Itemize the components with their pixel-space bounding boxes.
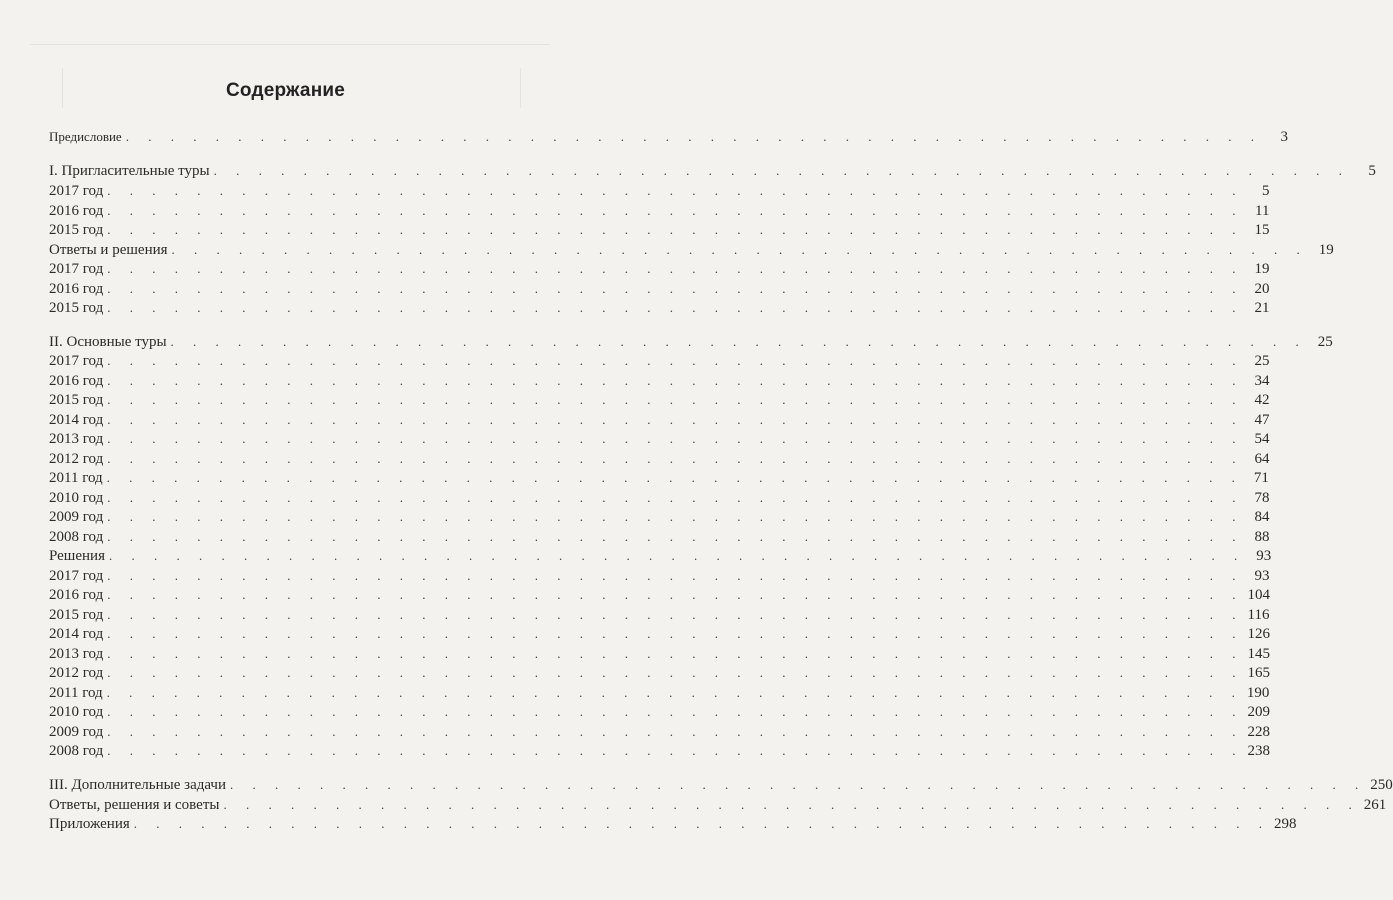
toc-entry[interactable] (49, 258, 1270, 279)
toc-entry[interactable] (49, 506, 1270, 527)
toc-leader-dots: . . . . . . . . . . . . . . . . . . . . . . . . . . . . . . . . . . . . . . . . . . . . . . . . . . . (107, 724, 1244, 739)
toc-entry-page: 47 (1254, 412, 1270, 428)
toc-entry-page: 190 (1246, 685, 1270, 701)
toc-leader-dots: . . . . . . . . . . . . . . . . . . . . . . . . . . . . . . . . . . . . . . . . . . . . . . . . . . . (107, 353, 1244, 368)
toc-leader-dots: . . . . . . . . . . . . . . . . . . . . . . . . . . . . . . . . . . . . . . . . . . . . . . . . . . . (107, 704, 1244, 719)
toc-entry-page: 42 (1254, 392, 1270, 408)
toc-entry[interactable] (49, 297, 1270, 318)
toc-entry-page: 21 (1254, 300, 1270, 316)
toc-entry-label: 2011 год (49, 685, 103, 701)
toc-leader-dots: . . . . . . . . . . . . . . . . . . . . . . . . . . . . . . . . . . . . . . . . . . . . . . . . . . . (107, 509, 1244, 524)
toc-entry[interactable] (49, 740, 1270, 761)
toc-entry-page: 54 (1254, 431, 1270, 447)
toc-entry-label: 2016 год (49, 281, 104, 297)
toc-leader-dots: . . . . . . . . . . . . . . . . . . . . . . . . . . . . . . . . . . . . . . . . . . . . . . . . . . . (107, 587, 1244, 602)
toc-leader-dots: . . . . . . . . . . . . . . . . . . . . . . . . . . . . . . . . . . . . . . . . . . . . . . . . . . . (229, 777, 1367, 792)
toc-entry[interactable] (49, 794, 1387, 815)
toc-entry-page: 34 (1254, 373, 1270, 389)
toc-entry-page: 116 (1247, 607, 1270, 623)
toc-leader-dots: . . . . . . . . . . . . . . . . . . . . . . . . . . . . . . . . . . . . . . . . . . . . . . . . . . . (107, 665, 1244, 680)
toc-entry-label: 2017 год (49, 261, 104, 277)
toc-entry-section-2[interactable] (49, 331, 1333, 352)
toc-entry-page: 3 (1280, 129, 1288, 145)
toc-entry-section-3[interactable] (49, 774, 1393, 795)
toc-entry-label: Приложения (49, 816, 130, 832)
toc-leader-dots: . . . . . . . . . . . . . . . . . . . . . . . . . . . . . . . . . . . . . . . . . . . . . . . . . . . (107, 490, 1244, 505)
toc-entry-label: 2011 год (49, 470, 103, 486)
toc-entry-label: 2017 год (49, 568, 104, 584)
toc-leader-dots: . . . . . . . . . . . . . . . . . . . . . . . . . . . . . . . . . . . . . . . . . . . . . . . . . . . (107, 222, 1244, 237)
toc-entry-page: 15 (1254, 222, 1270, 238)
toc-leader-dots: . . . . . . . . . . . . . . . . . . . . . . . . . . . . . . . . . . . . . . . . . . . . . . . . . . . (108, 548, 1246, 563)
toc-entry-page: 20 (1254, 281, 1270, 297)
toc-entry-label: 2017 год (49, 183, 104, 199)
toc-entry-label: 2009 год (49, 509, 104, 525)
toc-leader-dots: . . . . . . . . . . . . . . . . . . . . . . . . . . . . . . . . . . . . . . . . . . . . . . . . . . . (107, 646, 1244, 661)
toc-entry-page: 165 (1247, 665, 1270, 681)
toc-leader-dots: . . . . . . . . . . . . . . . . . . . . . . . . . . . . . . . . . . . . . . . . . . . . . . . . . . . (107, 281, 1244, 296)
toc-leader-dots: . . . . . . . . . . . . . . . . . . . . . . . . . . . . . . . . . . . . . . . . . . . . . . . . . . . (107, 412, 1244, 427)
toc-leader-dots: . . . . . . . . . . . . . . . . . . . . . . . . . . . . . . . . . . . . . . . . . . . . . . . . . . . (106, 470, 1243, 485)
toc-entry-label: 2015 год (49, 392, 104, 408)
toc-entry-page: 19 (1254, 261, 1270, 277)
toc-entry[interactable] (49, 545, 1272, 566)
toc-entry-page: 209 (1247, 704, 1270, 720)
toc-leader-dots: . . . . . . . . . . . . . . . . . . . . . . . . . . . . . . . . . . . . . . . . . . . . . . . . . . . (125, 129, 1262, 144)
toc-entry[interactable] (49, 487, 1270, 508)
toc-leader-dots: . . . . . . . . . . . . . . . . . . . . . . . . . . . . . . . . . . . . . . . . . . . . . . . . . . . (223, 797, 1360, 812)
toc-entry-page: 238 (1247, 743, 1270, 759)
toc-entry[interactable] (49, 565, 1270, 586)
toc-entry-label: I. Пригласительные туры (49, 163, 210, 179)
toc-entry-label: 2014 год (49, 626, 104, 642)
toc-entry-page: 88 (1254, 529, 1270, 545)
toc-leader-dots: . . . . . . . . . . . . . . . . . . . . . . . . . . . . . . . . . . . . . . . . . . . . . . . . . . . (213, 163, 1350, 178)
toc-entry[interactable] (49, 180, 1270, 201)
toc-entry-page: 64 (1254, 451, 1270, 467)
toc-leader-dots: . . . . . . . . . . . . . . . . . . . . . . . . . . . . . . . . . . . . . . . . . . . . . . . . . . . (133, 816, 1270, 831)
toc-entry-page: 250 (1370, 777, 1393, 793)
toc-leader-dots: . . . . . . . . . . . . . . . . . . . . . . . . . . . . . . . . . . . . . . . . . . . . . . . . . . . (170, 334, 1307, 349)
toc-entry-label: Решения (49, 548, 105, 564)
toc-entry-label: 2016 год (49, 373, 104, 389)
toc-entry[interactable] (49, 721, 1270, 742)
toc-entry[interactable] (49, 467, 1269, 488)
toc-entry-label: II. Основные туры (49, 334, 167, 350)
toc-leader-dots: . . . . . . . . . . . . . . . . . . . . . . . . . . . . . . . . . . . . . . . . . . . . . . . . . . . (107, 607, 1244, 622)
toc-entry-label: 2015 год (49, 300, 104, 316)
toc-entry[interactable] (49, 448, 1270, 469)
toc-entry-page: 298 (1274, 816, 1297, 832)
toc-entry-page: 93 (1254, 568, 1270, 584)
toc-entry-page: 104 (1247, 587, 1270, 603)
toc-entry-label: 2014 год (49, 412, 104, 428)
toc-entry-label: 2015 год (49, 222, 104, 238)
toc-entry[interactable] (49, 701, 1270, 722)
toc-leader-dots: . . . . . . . . . . . . . . . . . . . . . . . . . . . . . . . . . . . . . . . . . . . . . . . . . . . (107, 451, 1244, 466)
toc-entry-label: 2015 год (49, 607, 104, 623)
toc-entry-label: Ответы и решения (49, 242, 168, 258)
toc-leader-dots: . . . . . . . . . . . . . . . . . . . . . . . . . . . . . . . . . . . . . . . . . . . . . . . . . . . (107, 626, 1244, 641)
toc-entry-label: 2009 год (49, 724, 104, 740)
toc-leader-dots: . . . . . . . . . . . . . . . . . . . . . . . . . . . . . . . . . . . . . . . . . . . . . . . . . . . (107, 203, 1244, 218)
toc-entry[interactable] (49, 200, 1270, 221)
toc-entry-label: 2016 год (49, 203, 104, 219)
toc-entry-page: 11 (1255, 203, 1270, 219)
toc-entry[interactable] (49, 409, 1270, 430)
toc-entry-label: 2012 год (49, 451, 104, 467)
toc-leader-dots: . . . . . . . . . . . . . . . . . . . . . . . . . . . . . . . . . . . . . . . . . . . . . . . . . . . (107, 183, 1244, 198)
toc-leader-dots: . . . . . . . . . . . . . . . . . . . . . . . . . . . . . . . . . . . . . . . . . . . . . . . . . . . (107, 529, 1244, 544)
toc-entry-foreword[interactable] (49, 126, 1288, 147)
toc-entry-page: 126 (1247, 626, 1270, 642)
toc-entry[interactable] (49, 278, 1270, 299)
toc-entry-label: 2016 год (49, 587, 104, 603)
toc-leader-dots: . . . . . . . . . . . . . . . . . . . . . . . . . . . . . . . . . . . . . . . . . . . . . . . . . . . (107, 373, 1244, 388)
toc-entry[interactable] (49, 428, 1270, 449)
toc-entry-page: 93 (1256, 548, 1272, 564)
toc-entry-label: 2013 год (49, 431, 104, 447)
toc-entry-page: 145 (1247, 646, 1270, 662)
toc-entry[interactable] (49, 623, 1270, 644)
toc-entry-page: 5 (1368, 163, 1376, 179)
toc-entry[interactable] (49, 219, 1270, 240)
toc-entry[interactable] (49, 239, 1334, 260)
toc-leader-dots: . . . . . . . . . . . . . . . . . . . . . . . . . . . . . . . . . . . . . . . . . . . . . . . . . . . (107, 261, 1244, 276)
toc-entry-section-1[interactable] (49, 160, 1376, 181)
toc-leader-dots: . . . . . . . . . . . . . . . . . . . . . . . . . . . . . . . . . . . . . . . . . . . . . . . . . . . (107, 300, 1244, 315)
toc-entry-page: 5 (1261, 183, 1270, 199)
toc-entry[interactable] (49, 584, 1270, 605)
toc-entry[interactable] (49, 350, 1270, 371)
toc-entry-label: 2008 год (49, 743, 104, 759)
toc-entry[interactable] (49, 662, 1270, 683)
toc-leader-dots: . . . . . . . . . . . . . . . . . . . . . . . . . . . . . . . . . . . . . . . . . . . . . . . . . . . (171, 242, 1308, 257)
toc-entry-page: 78 (1254, 490, 1270, 506)
toc-entry-page: 71 (1253, 470, 1269, 486)
toc-entry[interactable] (49, 682, 1270, 703)
toc-entry-label: Предисловие (49, 129, 122, 144)
page-title: Содержание (225, 80, 346, 101)
toc-leader-dots: . . . . . . . . . . . . . . . . . . . . . . . . . . . . . . . . . . . . . . . . . . . . . . . . . . . (107, 743, 1244, 758)
toc-entry-page: 25 (1317, 334, 1333, 350)
toc-entry-label: Ответы, решения и советы (49, 797, 220, 813)
toc-entry[interactable] (49, 813, 1297, 834)
toc-entry-label: 2010 год (49, 704, 104, 720)
toc-leader-dots: . . . . . . . . . . . . . . . . . . . . . . . . . . . . . . . . . . . . . . . . . . . . . . . . . . . (107, 568, 1244, 583)
toc-leader-dots: . . . . . . . . . . . . . . . . . . . . . . . . . . . . . . . . . . . . . . . . . . . . . . . . . . . (106, 685, 1243, 700)
toc-leader-dots: . . . . . . . . . . . . . . . . . . . . . . . . . . . . . . . . . . . . . . . . . . . . . . . . . . . (107, 392, 1244, 407)
toc-entry-label: 2017 год (49, 353, 104, 369)
toc-entry-label: III. Дополнительные задачи (49, 777, 226, 793)
toc-entry-page: 25 (1254, 353, 1270, 369)
toc-entry[interactable] (49, 389, 1270, 410)
toc-entry[interactable] (49, 370, 1270, 391)
toc-entry-label: 2013 год (49, 646, 104, 662)
toc-entry-page: 19 (1318, 242, 1334, 258)
toc-entry-label: 2012 год (49, 665, 104, 681)
toc-entry[interactable] (49, 604, 1270, 625)
toc-leader-dots: . . . . . . . . . . . . . . . . . . . . . . . . . . . . . . . . . . . . . . . . . . . . . . . . . . . (107, 431, 1244, 446)
toc-entry-page: 228 (1247, 724, 1270, 740)
toc-entry[interactable] (49, 643, 1270, 664)
toc-entry-label: 2008 год (49, 529, 104, 545)
toc-entry-label: 2010 год (49, 490, 104, 506)
toc-entry[interactable] (49, 526, 1270, 547)
toc-entry-page: 261 (1363, 797, 1387, 813)
toc-entry-page: 84 (1254, 509, 1270, 525)
